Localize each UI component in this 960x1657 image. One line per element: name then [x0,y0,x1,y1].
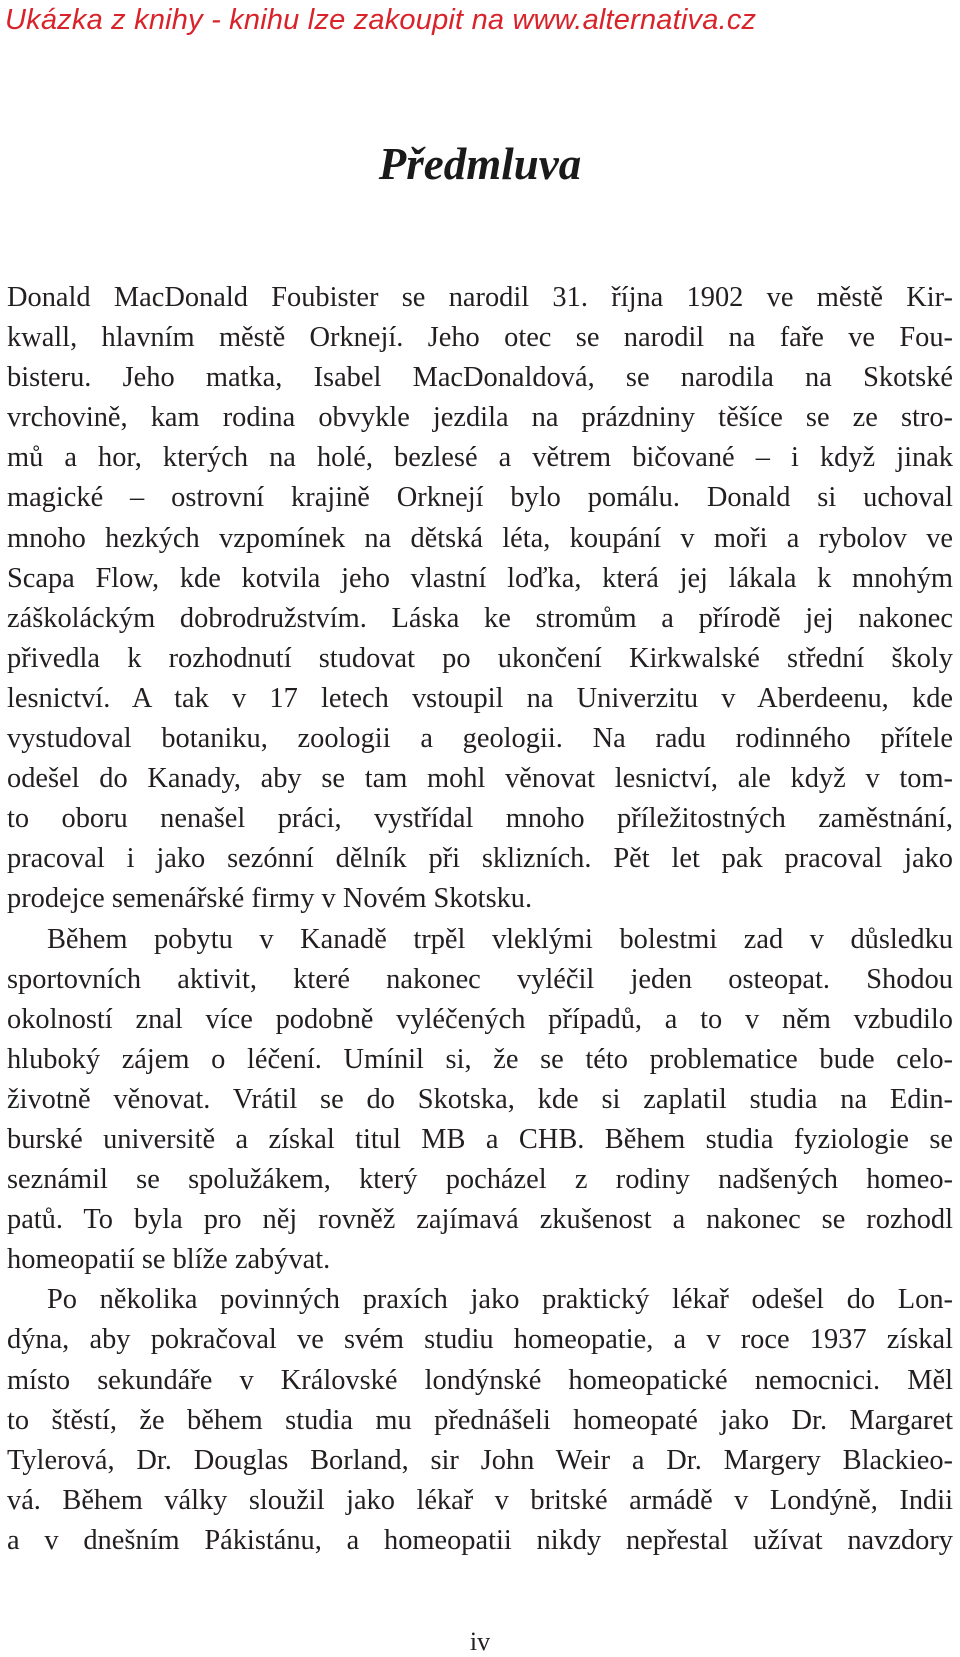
paragraph-1 [7,278,953,920]
text-line: vystudoval botaniku, zoologii a geologii. Na radu rodinného přítele [7,723,953,755]
text-line: Donald MacDonald Foubister se narodil 31. října 1902 ve městě Kir- [7,282,953,313]
text-line: životně věnovat. Vrátil se do Skotska, kde si zaplatil studia na Edin- [7,1083,953,1115]
preview-banner: Ukázka z knihy - knihu lze zakoupit na www.alternativa.cz [5,4,757,36]
paragraph-2 [7,920,953,1281]
text-line: patů. To byla pro něj rovněž zajímavá zkušenost a nakonec se rozhodl [7,1204,953,1236]
text-line: sportovních aktivit, které nakonec vyléčil jeden osteopat. Shodou [7,963,953,995]
text-line: dýna, aby pokračoval ve svém studiu homeopatie, a v roce 1937 získal [7,1324,953,1356]
page-title: Předmluva [378,139,582,189]
text-line: to oboru nenašel práci, vystřídal mnoho příležitostných zaměstnání, [7,803,953,835]
text-line: Po několika povinných praxích jako praktický lékař odešel do Lon- [47,1284,953,1316]
text-line: seznámil se spolužákem, který pocházel z rodiny nadšených homeo- [7,1164,953,1196]
text-line: vrchovině, kam rodina obvykle jezdila na prázdniny těšíce se ze stro- [7,402,953,434]
text-line: a v dnešním Pákistánu, a homeopatii nikdy nepřestal užívat navzdory [7,1524,953,1556]
text-line: mnoho hezkých vzpomínek na dětská léta, koupání v moři a rybolov ve [7,522,953,554]
text-line: místo sekundáře v Královské londýnské homeopatické nemocnici. Měl [7,1364,953,1396]
text-line: magické – ostrovní krajině Orknejí bylo pomálu. Donald si uchoval [7,482,953,514]
text-line: mů a hor, kterých na holé, bezlesé a větrem bičované – i když jinak [7,442,953,474]
text-line: Tylerová, Dr. Douglas Borland, sir John Weir a Dr. Margery Blackieo- [7,1444,953,1476]
text-line: pracoval i jako sezónní dělník při sklizních. Pět let pak pracoval jako [7,843,953,875]
text-line: to štěstí, že během studia mu přednášeli homeopaté jako Dr. Margaret [7,1404,953,1436]
text-line: hluboký zájem o léčení. Umínil si, že se této problematice bude celo- [7,1043,953,1075]
text-line: lesnictví. A tak v 17 letech vstoupil na Univerzitu v Aberdeenu, kde [7,682,953,714]
text-line: okolností znal více podobně vyléčených případů, a to v něm vzbudilo [7,1003,953,1035]
text-line: burské universitě a získal titul MB a CHB. Během studia fyziologie se [7,1123,953,1155]
page-number: iv [469,1627,491,1656]
text-line: Během pobytu v Kanadě trpěl vleklými bolestmi zad v důsledku [47,923,953,955]
text-line: záškoláckým dobrodružstvím. Láska ke stromům a přírodě jej nakonec [7,602,953,634]
text-line: přivedla k rozhodnutí studovat po ukončení Kirkwalské střední školy [7,642,953,674]
text-line: Scapa Flow, kde kotvila jeho vlastní loďka, která jej lákala k mnohým [7,562,953,594]
text-line: vá. Během války sloužil jako lékař v britské armádě v Londýně, Indii [7,1484,953,1516]
text-line: prodejce semenářské firmy v Novém Skotsku. [7,883,533,915]
text-line: homeopatií se blíže zabývat. [7,1244,331,1276]
text-line: kwall, hlavním městě Orknejí. Jeho otec se narodil na faře ve Fou- [7,322,953,354]
text-line: bisteru. Jeho matka, Isabel MacDonaldová, se narodila na Skotské [7,362,953,394]
body-text [7,278,953,1561]
text-line: odešel do Kanady, aby se tam mohl věnovat lesnictví, ale když v tom- [7,763,953,795]
paragraph-3 [7,1280,953,1561]
